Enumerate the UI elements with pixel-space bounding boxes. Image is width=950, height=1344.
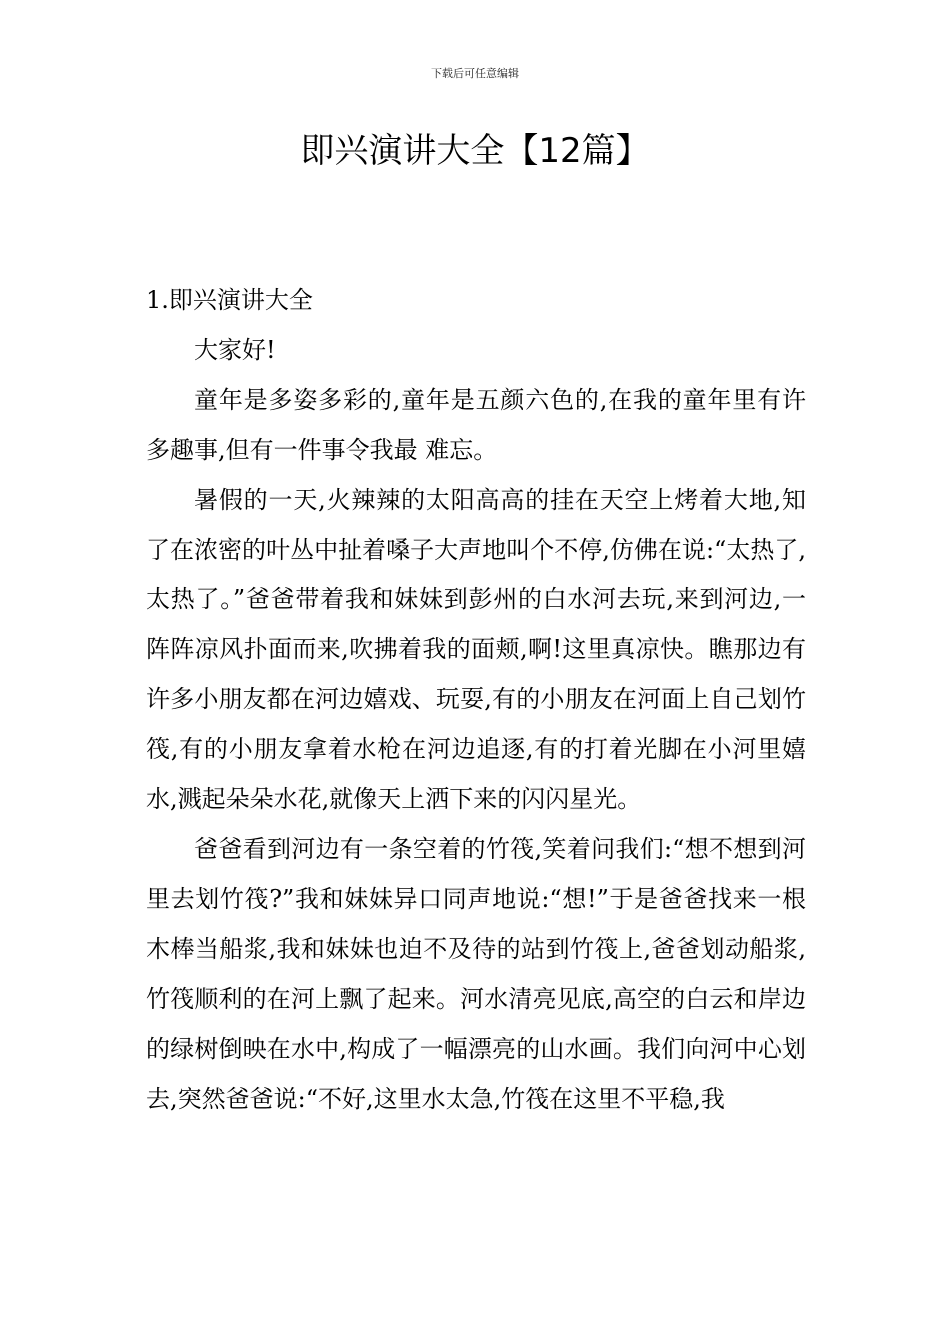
paragraph: 爸爸看到河边有一条空着的竹筏,笑着问我们:“想不想到河里去划竹筏?”我和妹妹异口同声地说:“想!”于是爸爸找来一根木棒当船浆,我和妹妹也迫不及待的站到竹筏上,爸爸划动船浆,竹筏顺利的在河上飘了起来。河水清亮见底,高空的白云和岸边的绿树倒映在水中,构成了一幅漂亮的山水画。我们向河中心划去,突然爸爸说:“不好,这里水太急,竹筏在这里不平稳,我 xyxy=(146,834,806,1113)
section-heading: 1.即兴演讲大全 xyxy=(146,286,313,314)
page-header-note: 下载后可任意编辑 xyxy=(431,67,519,80)
paragraph: 童年是多姿多彩的,童年是五颜六色的,在我的童年里有许多趣事,但有一件事令我最 难忘。 xyxy=(146,385,806,464)
paragraph: 暑假的一天,火辣辣的太阳高高的挂在天空上烤着大地,知了在浓密的叶丛中扯着嗓子大声地叫个不停,仿佛在说:“太热了,太热了。”爸爸带着我和妹妹到彭州的白水河去玩,来到河边,一阵阵凉风扑面而来,吹拂着我的面颊,啊!这里真凉快。瞧那边有许多小朋友都在河边嬉戏、玩耍,有的小朋友在河面上自己划竹筏,有的小朋友拿着水枪在河边追逐,有的打着光脚在小河里嬉水,溅起朵朵水花,就像天上洒下来的闪闪星光。 xyxy=(146,485,806,814)
document-title: 即兴演讲大全【12篇】 xyxy=(300,131,650,171)
paragraph-greeting: 大家好! xyxy=(194,335,276,364)
document-body xyxy=(146,276,806,1124)
